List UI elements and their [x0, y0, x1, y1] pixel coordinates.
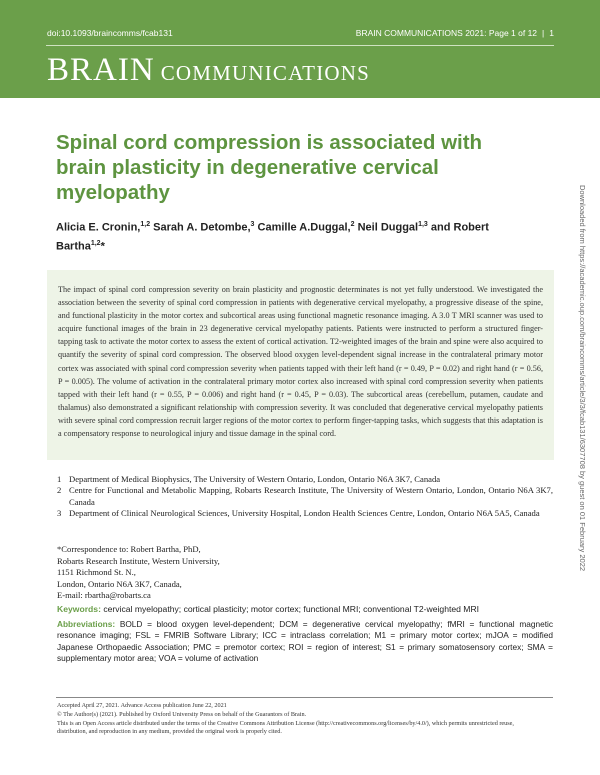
- author-affiliation-sup: 1,2: [140, 221, 151, 228]
- keywords-text: cervical myelopathy; cortical plasticity; motor cortex; functional MRI; conventional T2-weighted MRI: [103, 604, 480, 614]
- correspondence-line: *Correspondence to: Robert Bartha, PhD,: [57, 544, 201, 554]
- author-name: Sarah A. Detombe,: [150, 221, 251, 234]
- abbreviations: [57, 619, 553, 664]
- author-affiliation-sup: 1,3: [418, 221, 428, 228]
- correspondence-line: Robarts Research Institute, Western University,: [57, 555, 220, 566]
- logo-brain: BRAIN: [47, 52, 155, 88]
- page-number: 1: [549, 28, 554, 38]
- affiliation-number: 1: [57, 474, 62, 484]
- author-name: Alicia E. Cronin,: [56, 221, 141, 234]
- affiliation-text: Department of Clinical Neurological Sciences, University Hospital, London Health Sciences Centre, London, Ontario N6A 5A5, Canada: [69, 507, 540, 518]
- header-rule: [46, 45, 554, 46]
- separator: |: [542, 28, 545, 38]
- affiliation-number: 3: [57, 507, 62, 518]
- author-affiliation-sup: 1,2: [90, 239, 101, 247]
- journal-logo: [47, 52, 370, 89]
- correspondence: [57, 544, 357, 602]
- affiliation-item: [57, 508, 553, 519]
- author-name: Camille A.Duggal,: [254, 221, 351, 234]
- author-name: and Robert Bartha: [56, 221, 489, 253]
- affiliation-item: [57, 474, 553, 485]
- keywords: [57, 604, 553, 616]
- logo-communications: COMMUNICATIONS: [160, 61, 371, 85]
- journal-page-text: BRAIN COMMUNICATIONS 2021: Page 1 of 12: [355, 28, 538, 38]
- footer-rule: [56, 697, 553, 698]
- author-affiliation-sup: 3: [250, 221, 255, 228]
- correspondence-line: London, Ontario N6A 3K7, Canada,: [57, 578, 182, 589]
- corresponding-mark: *: [100, 240, 105, 253]
- footer: [57, 702, 554, 737]
- affiliation-text: Centre for Functional and Metabolic Mapping, Robarts Research Institute, The University of Western Ontario, London, Ontario N6A 3K7, Canada: [69, 485, 553, 507]
- footer-line[interactable]: This is an Open Access article distributed under the terms of the Creative Commons Attribution License (http://creativecommons.org/licenses/by/4.0/), which permits unrestricted reuse,: [57, 719, 514, 727]
- affiliation-text: Department of Medical Biophysics, The University of Western Ontario, London, Ontario N6A 3K7, Canada: [69, 474, 441, 484]
- journal-page-info: [356, 28, 554, 38]
- affiliation-number: 2: [57, 485, 62, 496]
- author-list: [56, 217, 526, 254]
- footer-line: Accepted April 27, 2021. Advance Access publication June 22, 2021: [57, 702, 227, 709]
- affiliation-item: [57, 485, 553, 508]
- doi-text[interactable]: doi:10.1093/braincomms/fcab131: [47, 28, 173, 38]
- abbreviations-text: BOLD = blood oxygen level-dependent; DCM = degenerative cervical myelopathy; fMRI = functional magnetic resonance imaging; FSL = FMRIB Software Library; ICC = intraclass correlation; M1 = primary motor cortex; mJOA = modified Japanese Orthopaedic Association; PMC = premotor cortex; ROI = region of interest; S1 = primary somatosensory cortex; SMA = supplementary motor area; VOA = volume of activation: [57, 619, 553, 663]
- author-name: Neil Duggal: [354, 221, 419, 234]
- footer-line: distribution, and reproduction in any medium, provided the original work is properly cited.: [57, 728, 282, 736]
- abbreviations-label: Abbreviations:: [57, 619, 116, 629]
- footer-line: © The Author(s) (2021). Published by Oxford University Press on behalf of the Guarantors of Brain.: [57, 710, 307, 718]
- correspondence-email[interactable]: E-mail: rbartha@robarts.ca: [57, 590, 151, 601]
- download-note: Downloaded from https://academic.oup.com/braincomms/article/3/3/fcab131/6307708 by guest on 01 February 2022: [578, 185, 587, 572]
- affiliations: [57, 474, 553, 519]
- correspondence-line: 1151 Richmond St. N.,: [57, 567, 136, 578]
- keywords-label: Keywords:: [57, 604, 101, 614]
- author-affiliation-sup: 2: [350, 221, 355, 228]
- abstract-text: The impact of spinal cord compression severity on brain plasticity and prognostic determinates is not yet fully understood. We investigated the association between the severity of spinal cord compression in patients with degenerative cervical myelopathy, a progressive disease of the spine, and functional plasticity in the motor cortex and subcortical areas using functional magnetic resonance imaging. A 3.0 T MRI scanner was used to acquire functional images of the brain in 23 degenerative cervical myelopathy patients. Patients were instructed to perform a structured finger-tapping task to activate the motor cortex to assess the extent of cortical activation. T2-weighted images of the brain and spine were also acquired to quantify the severity of spinal cord compression. The observed blood oxygen level-dependent signal increase in the contralateral primary motor cortex was associated with spinal cord compression severity when patients tapped with their left hand (r = 0.49, P = 0.02) and right hand (r = 0.56, P = 0.005). The volume of activation in the contralateral primary motor cortex also increased with spinal cord compression severity when patients tapped with their left hand (r = 0.55, P = 0.006) and right hand (r = 0.45, P = 0.03). The subcortical areas (cerebellum, putamen, caudate and thalamus) also demonstrated a significant relationship with compression severity. It was concluded that degenerative cervical myelopathy patients with severe spinal cord compression recruit larger regions of the motor cortex to perform finger-tapping tasks, which suggests that this adaptation is a compensatory response to neurological injury and tissue damage in the spinal cord.: [58, 285, 543, 439]
- article-title: Spinal cord compression is associated with brain plasticity in degenerative cervical myelopathy: [56, 131, 483, 204]
